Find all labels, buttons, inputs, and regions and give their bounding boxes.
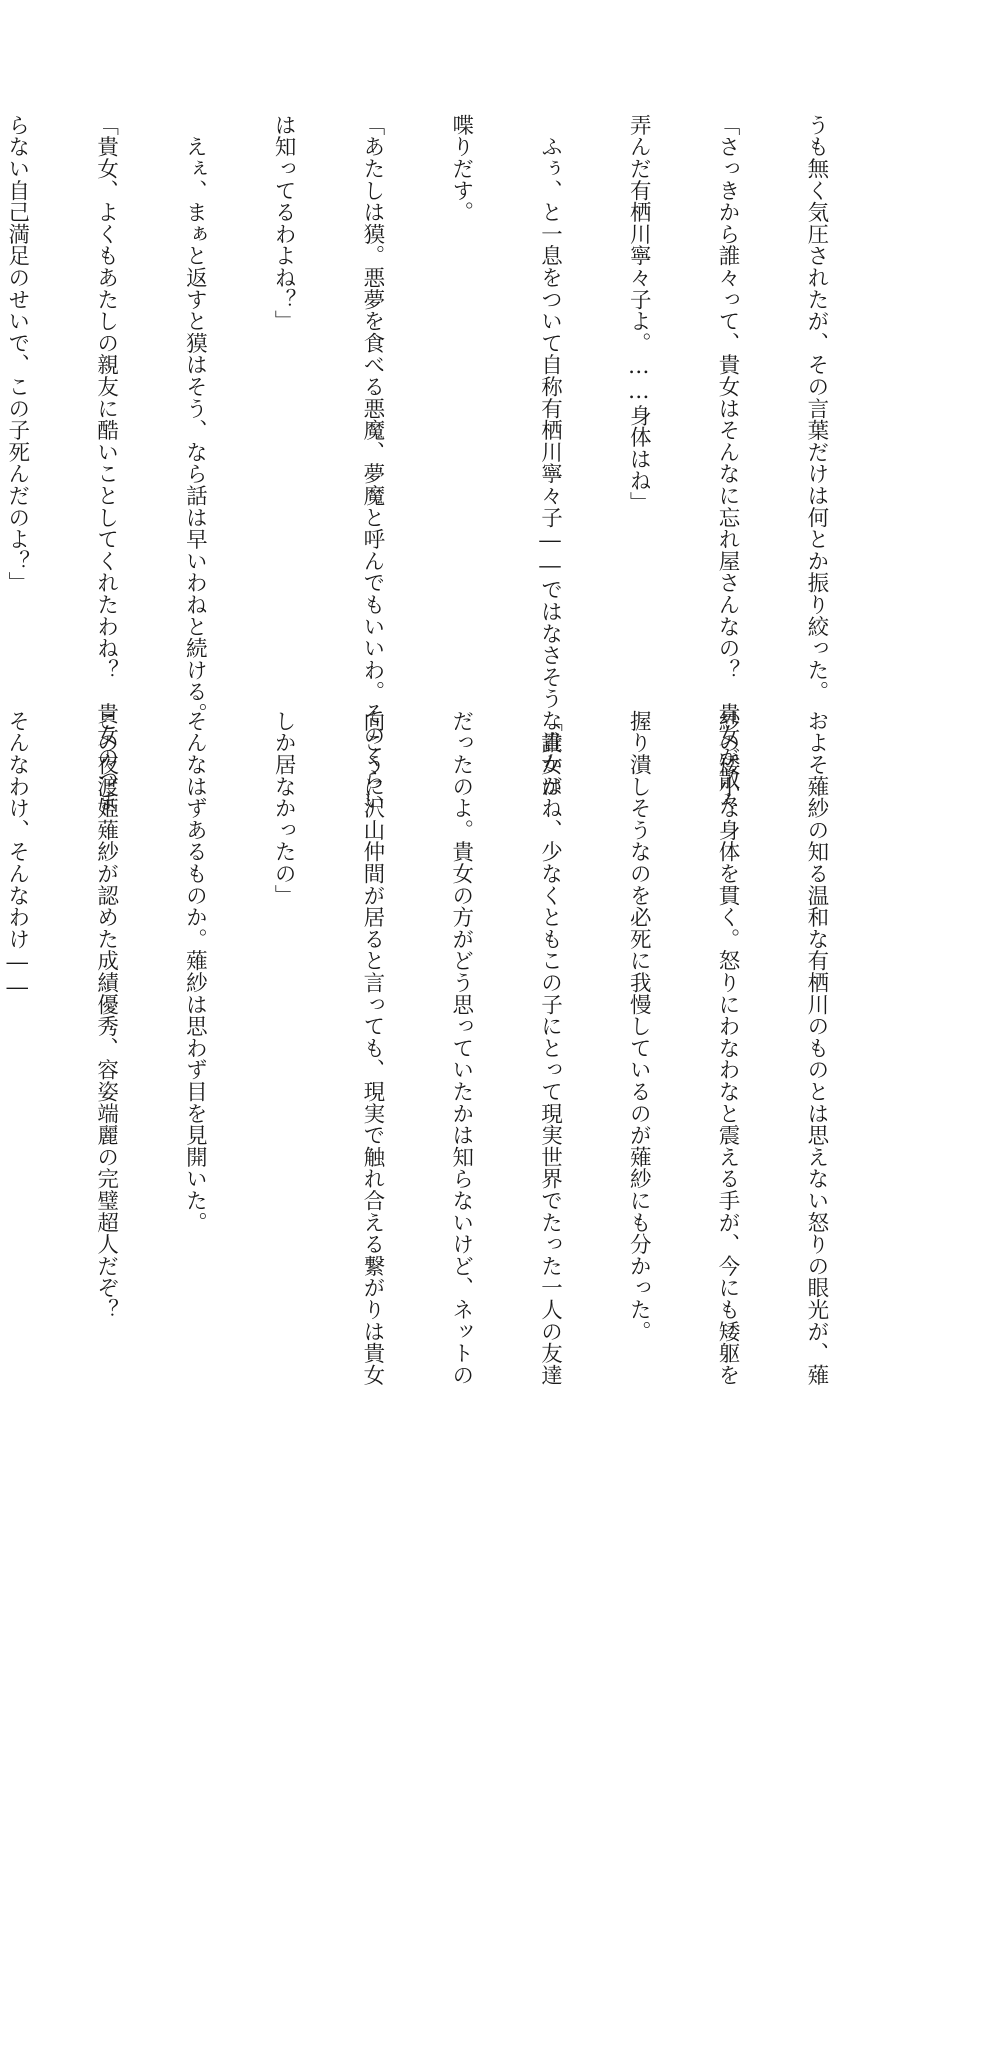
text-line: ふぅ、と一息をついて自称有栖川寧々子――ではなさそうな誰かが [537,114,563,797]
text-line: 「あたしは獏。悪夢を食べる悪魔、夢魔と呼んでもいいわ。そのくらい [359,114,385,812]
text-line: らない自己満足のせいで、この子死んだのよ？」 [4,114,30,594]
text-line: この夜渡姫薙紗が認めた成績優秀、容姿端麗の完璧超人だぞ？ [93,710,119,1321]
text-line: しか居なかったの」 [271,710,297,907]
text-line: 「貴女、よくもあたしの親友に酷いことしてくれたわね？ 貴女のつま [93,114,119,812]
text-line: およそ薙紗の知る温和な有栖川のものとは思えない怒りの眼光が、薙 [803,710,829,1386]
text-line: えぇ、まぁと返すと獏はそう、なら話は早いわねと続ける。 [182,114,208,725]
text-line: そんなはずあるものか。薙紗は思わず目を見開いた。 [182,710,208,1234]
text-line: は知ってるわよね？」 [271,114,297,332]
text-line: 喋りだす。 [448,114,474,223]
lower-text-block [4,710,890,1386]
text-line: そんなわけ、そんなわけ―― [4,710,30,1001]
text-line: 握り潰しそうなのを必死に我慢しているのが薙紗にも分かった。 [626,710,652,1343]
text-line: 向こうに沢山仲間が居ると言っても、現実で触れ合える繋がりは貴女 [359,710,385,1386]
text-line: だったのよ。貴女の方がどう思っていたかは知らないけど、ネットの [448,710,474,1386]
text-line: 紗の矮小な身体を貫く。怒りにわなわなと震える手が、今にも矮躯を [715,710,741,1386]
text-line: 弄んだ有栖川寧々子よ。……身体はね」 [626,114,652,514]
text-line: 「貴女はね、少なくともこの子にとって現実世界でたった一人の友達 [537,710,563,1386]
text-line: うも無く気圧されたが、その言葉だけは何とか振り絞った。 [803,114,829,703]
text-line: 「さっきから誰々って、貴女はそんなに忘れ屋さんなの？ 貴女が散々 [715,114,741,812]
